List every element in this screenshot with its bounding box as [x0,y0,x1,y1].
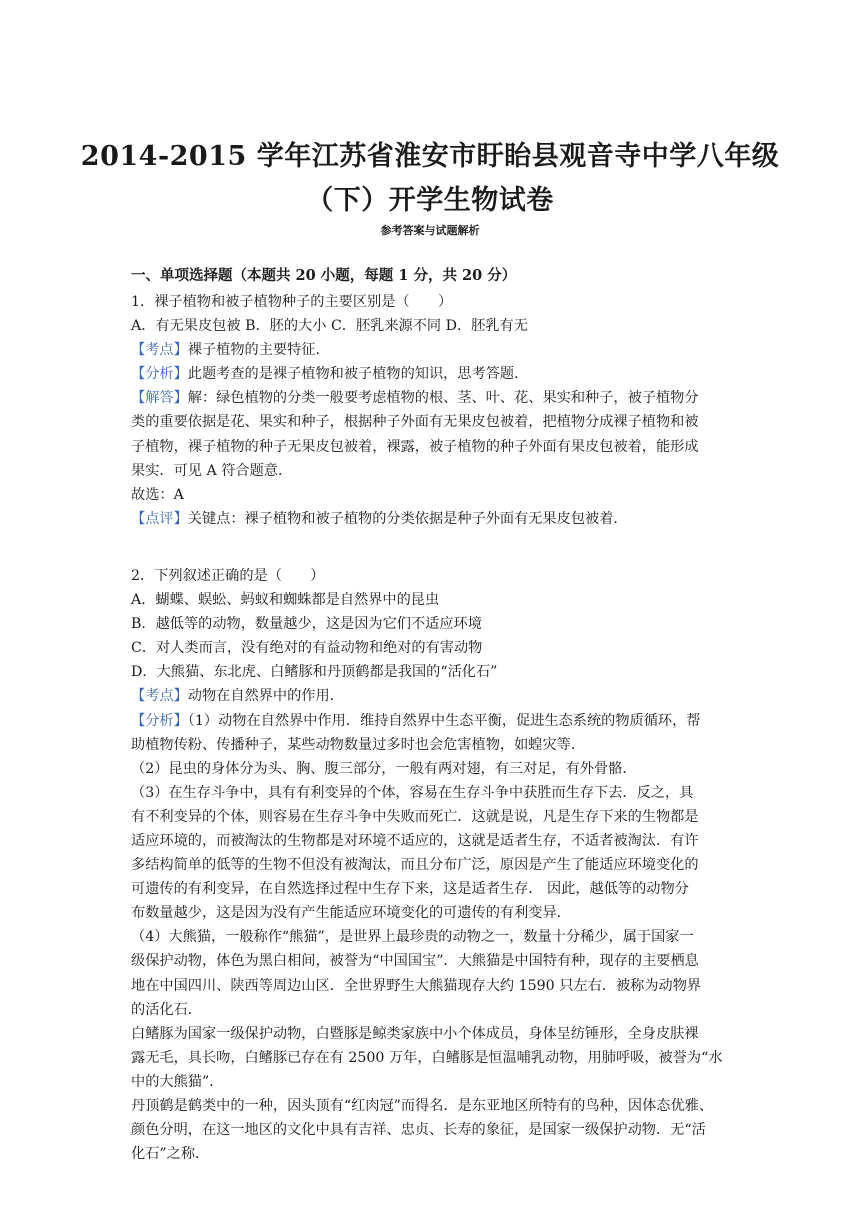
q2-baiji-line1: 白鳍豚为国家一级保护动物，白暨豚是鲸类家族中小个体成员，身体呈纺锤形，全身皮肤裸 [131,1025,699,1042]
document-subtitle: 参考答案与试题解析 [380,224,480,237]
q1-fenxi [131,362,731,386]
q2-kaodian [131,684,731,708]
question-gap [131,531,731,564]
q2-point3-line2: 有不利变异的个体，则容易在生存斗争中失败而死亡．这就是说，凡是生存下来的生物都是 [131,808,699,825]
q1-jieda-line3: 子植物，裸子植物的种子无果皮包被着，裸露，被子植物的种子外面有果皮包被着，能形成 [131,438,699,455]
q2-crane-line1: 丹顶鹤是鹤类中的一种，因头顶有“红肉冠”而得名．是东亚地区所特有的鸟种，因体态优雅、 [131,1098,714,1114]
section-heading: 一、单项选择题（本题共 20 小题，每题 1 分，共 20 分） [131,267,517,284]
q2-fenxi [131,709,731,733]
q2-point3-line5: 可遗传的有利变异，在自然选择过程中生存下来，这是适者生存． 因此，越低等的动物分 [131,881,689,898]
q2-kaodian-text: 动物在自然界中的作用． [187,688,344,705]
q1-dianping [131,507,731,531]
q2-point3-line6: 布数量越少，这是因为没有产生能适应环境变化的可遗传的有利变异． [131,905,571,922]
q1-jieda-line1: 解：绿色植物的分类一般要考虑植物的根、茎、叶、花、果实和种子，被子植物分 [187,390,699,407]
q2-option-c: C．对人类而言，没有绝对的有益动物和绝对的有害动物 [131,640,483,657]
q2-point3-line3: 适应环境的，而被淘汰的生物都是对环境不适应的，这就是适者生存，不适者被淘汰．有许 [131,832,699,849]
jieda-tag: 【解答】 [131,390,188,407]
q1-jieda-line2: 类的重要依据是花、果实和种子，根据种子外面有无果皮包被着，把植物分成裸子植物和被 [131,414,699,431]
q2-baiji-line3: 中的大熊猫”． [131,1073,224,1090]
kaodian-tag: 【考点】 [131,342,188,359]
q2-point3-line4: 多结构简单的低等的生物不但没有被淘汰，而且分布广泛，原因是产生了能适应环境变化的 [131,857,699,874]
q1-stem: 1．裸子植物和被子植物种子的主要区别是（ ） [131,294,453,310]
q2-option-d: D．大熊猫、东北虎、白鳍豚和丹顶鹤都是我国的“活化石” [131,664,498,681]
q1-dianping-text: 关键点：裸子植物和被子植物的分类依据是种子外面有无果皮包被着． [187,510,628,527]
q1-kaodian [131,338,731,362]
fenxi-tag: 【分析】 [131,712,188,729]
document-title-line1: 2014-2015 学年江苏省淮安市盱眙县观音寺中学八年级 [80,141,780,172]
fenxi-tag: 【分析】 [131,366,188,383]
q1-answer: 故选：A [131,486,184,503]
q2-point4-line3: 地在中国四川、陕西等周边山区．全世界野生大熊猫现存大约 1590 只左右．被称为动物界 [131,977,702,994]
q1-jieda [131,386,731,410]
q2-point3-line1: （3）在生存斗争中，具有有利变异的个体，容易在生存斗争中获胜而生存下去．反之，具 [131,784,694,801]
q2-crane-line3: 化石”之称． [131,1146,210,1163]
q2-option-a: A．蝴蝶、蜈蚣、蚂蚁和蜘蛛都是自然界中的昆虫 [131,592,440,609]
q2-option-b: B．越低等的动物，数量越少，这是因为它们不适应环境 [131,616,482,633]
q1-fenxi-text: 此题考查的是裸子植物和被子植物的知识，思考答题． [187,366,529,383]
q2-fenxi-line2: 助植物传粉、传播种子，某些动物数量过多时也会危害植物，如蝗灾等． [131,736,586,753]
kaodian-tag: 【考点】 [131,688,188,705]
q1-options: A．有无果皮包被 B．胚的大小 C．胚乳来源不同 D．胚乳有无 [131,318,528,335]
q2-point4-line2: 级保护动物，体色为黑白相间，被誉为“中国国宝”．大熊猫是中国特有种，现存的主要栖息 [131,953,699,970]
document-title-line2: （下）开学生物试卷 [306,185,554,216]
q2-baiji-line2: 露无毛，具长吻，白鳍豚已存在有 2500 万年，白鳍豚是恒温哺乳动物，用肺呼吸，被誉为“水 [131,1049,723,1066]
q2-point2: （2）昆虫的身体分为头、胸、腹三部分，一般有两对翅，有三对足，有外骨骼． [131,760,637,777]
q2-stem: 2．下列叙述正确的是（ ） [131,567,325,584]
q1-jieda-line4: 果实．可见 A 符合题意． [131,462,293,479]
dianping-tag: 【点评】 [131,510,188,527]
q2-fenxi-line1: （1）动物在自然界中作用．维持自然界中生态平衡，促进生态系统的物质循环，帮 [187,712,701,729]
q2-point4-line1: （4）大熊猫，一般称作“熊猫”，是世界上最珍贵的动物之一，数量十分稀少，属于国家一 [131,929,694,946]
document-body [131,290,731,1166]
q2-point4-line4: 的活化石． [131,1001,202,1018]
q1-kaodian-text: 裸子植物的主要特征． [187,342,330,359]
q2-crane-line2: 颜色分明，在这一地区的文化中具有吉祥、忠贞、长寿的象征，是国家一级保护动物．无“活 [131,1122,706,1139]
